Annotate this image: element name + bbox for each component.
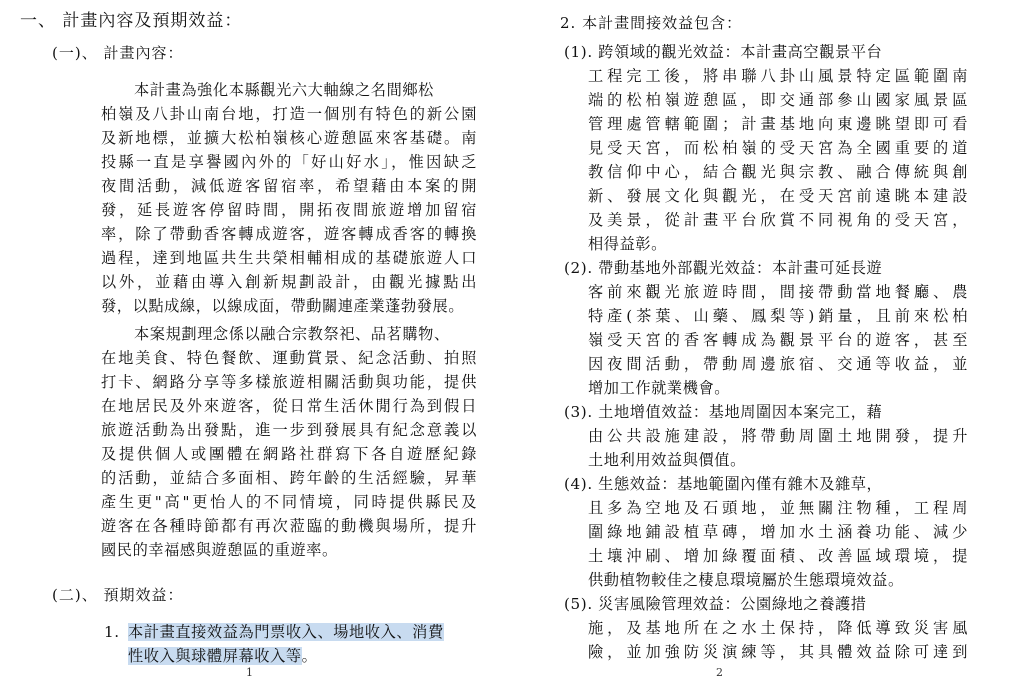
paragraph-line: 在地美食、特色餐飲、運動賞景、紀念活動、拍照	[101, 349, 477, 367]
list-item-line: 險，並加強防災演練等，其具體效益除可達到	[588, 643, 968, 661]
list-item-line: 嶺受天宮的香客轉成為觀景平台的遊客，甚至	[588, 331, 968, 349]
paragraph-line: 發，延長遊客停留時間，開拓夜間旅遊增加留宿	[101, 201, 477, 219]
list-item-line: 端的松柏嶺遊憩區，即交通部參山國家風景區	[588, 91, 968, 109]
list-item-line: 由公共設施建設，將帶動周圍土地開發，提升	[588, 427, 968, 445]
list-item-line: 管理處管轄範圍；計畫基地向東邊眺望即可看	[588, 115, 968, 133]
paragraph-line: 及提供個人或團體在網路社群寫下各自遊歷紀錄	[101, 445, 477, 463]
paragraph-line: 及新地標，並擴大松柏嶺核心遊憩區來客基礎。南	[101, 129, 477, 147]
list-item-line: 增加工作就業機會。	[588, 379, 731, 397]
highlight-span: 性收入與球體屏幕收入等	[128, 647, 302, 665]
paragraph-line: 投縣一直是享譽國內外的「好山好水」，惟因缺乏	[101, 153, 477, 171]
highlighted-text	[128, 646, 317, 666]
list-item-line: 工程完工後，將串聯八卦山風景特定區範圍南	[588, 67, 968, 85]
list-item-line: 相得益彰。	[588, 235, 667, 253]
page-2	[512, 0, 1024, 680]
page-number: 2	[716, 666, 723, 679]
sentence-end: 。	[301, 647, 318, 665]
paragraph-line: 本案規劃理念係以融合宗教祭祀、品茗購物、	[134, 325, 450, 343]
paragraph-line: 過程，達到地區共生共榮相輔相成的基礎旅遊人口	[101, 249, 477, 267]
paragraph-line: 在地居民及外來遊客，從日常生活休閒行為到假日	[101, 397, 477, 415]
highlight-span: 本計畫直接效益為門票收入、場地收入、消費	[128, 623, 444, 641]
list-item-line: 圍綠地鋪設植草磚，增加水土涵養功能、減少	[588, 523, 968, 541]
page-number: 1	[246, 666, 253, 679]
paragraph-line: 旅遊活動為出發點，進一步到發展具有紀念意義以	[101, 421, 477, 439]
list-item-line: 施，及基地所在之水土保持，降低導致災害風	[588, 619, 968, 637]
paragraph-line: 的活動，並結合多面相、跨年齡的生活經驗，昇華	[101, 469, 477, 487]
paragraph-line: 發，以點成線，以線成面，帶動關連產業蓬勃發展。	[101, 297, 465, 315]
list-item-line: 見受天宮，而松柏嶺的受天宮為全國重要的道	[588, 139, 968, 157]
list-item-number: 1.	[104, 623, 120, 641]
list-item-line: (3). 土地增值效益：基地周圍因本案完工，藉	[564, 403, 883, 421]
section-heading: 一、 計畫內容及預期效益：	[20, 11, 243, 31]
list-item-line: (4). 生態效益：基地範圍內僅有雜木及雜草，	[564, 475, 883, 493]
list-item-line: 教信仰中心，結合觀光與宗教、融合傳統與創	[588, 163, 968, 181]
paragraph-line: 夜間活動，減低遊客留宿率，希望藉由本案的開	[101, 177, 477, 195]
highlighted-text	[128, 622, 444, 642]
list-item-line: 新、發展文化與觀光，在受天宮前遠眺本建設	[588, 187, 968, 205]
list-item-line: (5). 災害風險管理效益：公園綠地之養護措	[564, 595, 867, 613]
list-item-line: 特產(茶葉、山藥、鳳梨等)銷量，且前來松柏	[588, 307, 968, 325]
list-item-line: 及美景，從計畫平台欣賞不同視角的受天宮，	[588, 211, 968, 229]
list-item-line: 且多為空地及石頭地，並無關注物種，工程周	[588, 499, 968, 517]
paragraph-line: 柏嶺及八卦山南台地，打造一個別有特色的新公園	[101, 105, 477, 123]
list-item-line: 客前來觀光旅遊時間，間接帶動當地餐廳、農	[588, 283, 968, 301]
subsection-heading-benefits: (二)、 預期效益：	[52, 586, 184, 604]
list-item-line: 土壤沖刷、增加綠覆面積、改善區域環境，提	[588, 547, 968, 565]
paragraph-line: 率，除了帶動香客轉成遊客，遊客轉成香客的轉換	[101, 225, 477, 243]
list-item-line: (1). 跨領域的觀光效益：本計畫高空觀景平台	[564, 43, 883, 61]
paragraph-line: 國民的幸福感與遊憩區的重遊率。	[101, 541, 338, 559]
paragraph-line: 遊客在各種時節都有再次蒞臨的動機與場所，提升	[101, 517, 477, 535]
list-item-line: 土地利用效益與價值。	[588, 451, 746, 469]
paragraph-line: 產生更"高"更怡人的不同情境，同時提供縣民及	[101, 493, 477, 511]
list-item-line: (2). 帶動基地外部觀光效益：本計畫可延長遊	[564, 259, 883, 277]
subsection-heading-content: (一)、 計畫內容：	[52, 44, 184, 62]
paragraph-line: 打卡、網路分享等多樣旅遊相關活動與功能，提供	[101, 373, 477, 391]
paragraph-line: 本計畫為強化本縣觀光六大軸線之名間鄉松	[134, 81, 434, 99]
section-subheading: 2. 本計畫間接效益包含：	[560, 14, 743, 32]
list-item-line: 供動植物較佳之棲息環境屬於生態環境效益。	[588, 571, 904, 589]
list-item-line: 因夜間活動，帶動周邊旅宿、交通等收益，並	[588, 355, 968, 373]
paragraph-line: 以外，並藉由導入創新規劃設計，由觀光據點出	[101, 273, 477, 291]
